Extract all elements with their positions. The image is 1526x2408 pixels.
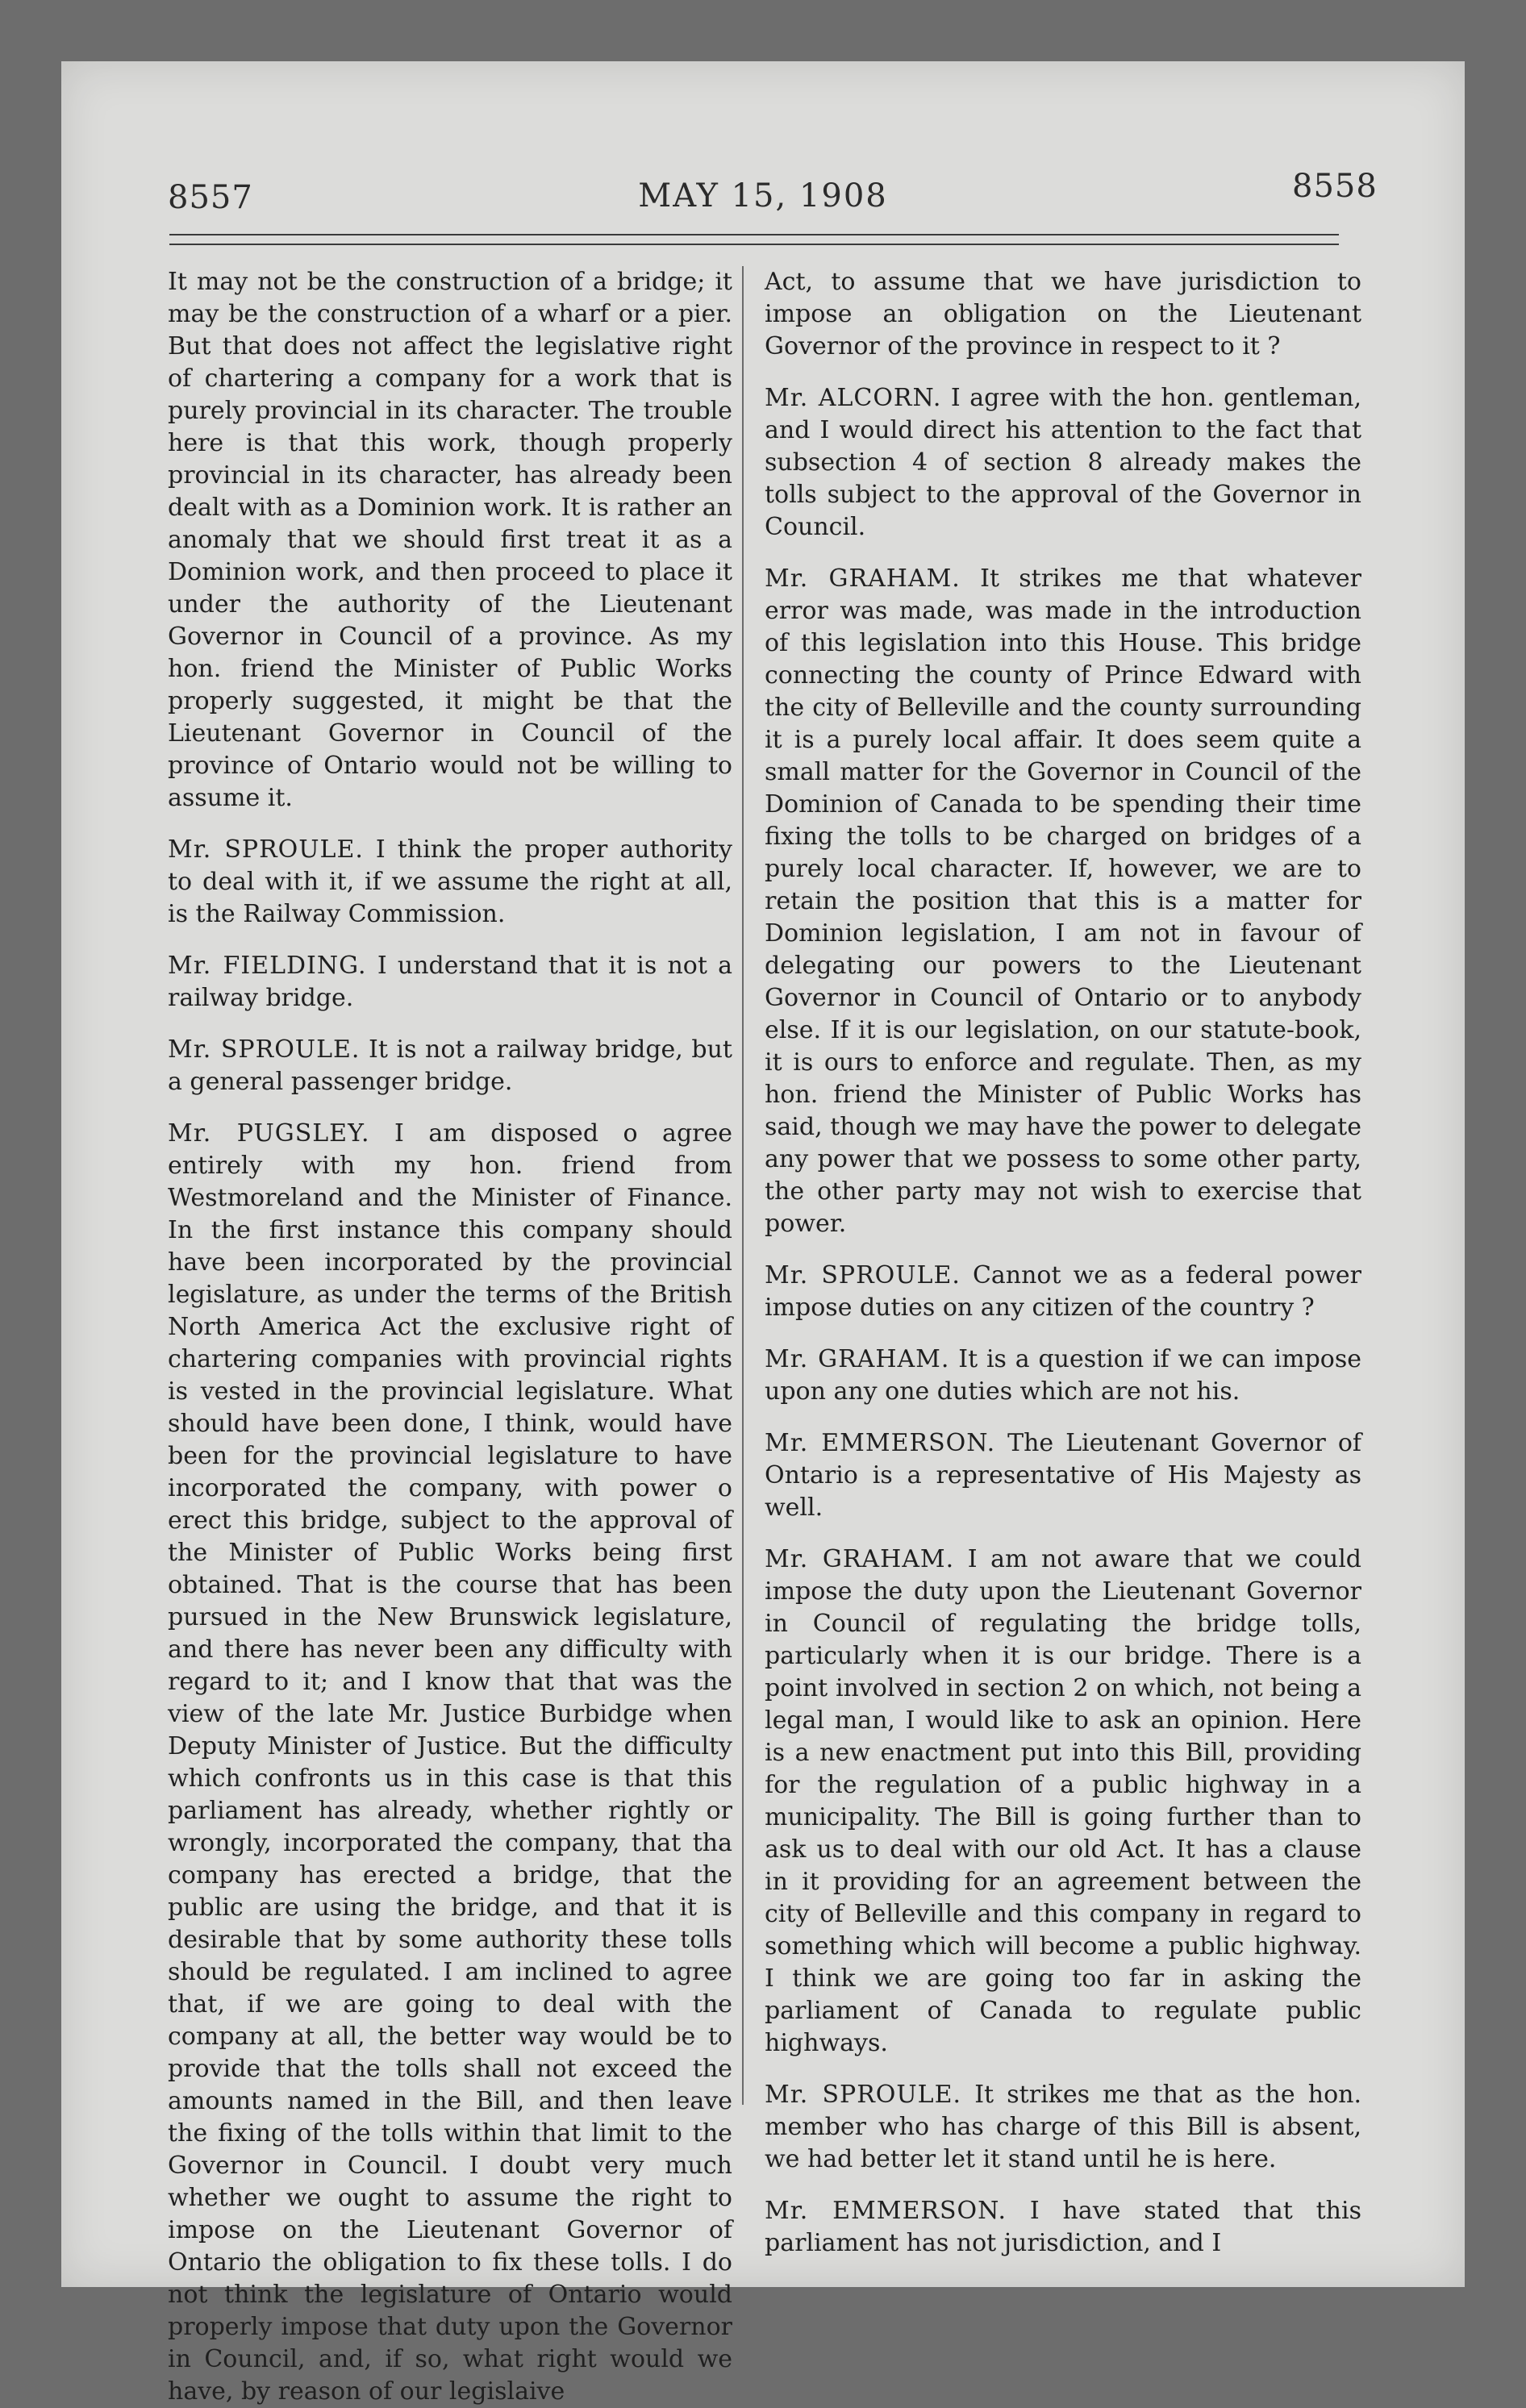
speech [168,834,732,931]
right-column [765,266,1361,2257]
speech [765,1427,1361,1524]
speech-text: I have stated that this parliament has not jurisdiction, and I [765,2197,1361,2257]
speech [765,2079,1361,2176]
page-date: MAY 15, 1908 [638,177,888,215]
speech-text: It strikes me that whatever error was made, was made in the introduction of this legislation into this House. This bridge connecting the county of Prince Edward with the city of Belleville and the county surrounding it is a purely local affair. It does seem quite a small matter for the Governor in Council of the Dominion of Canada to be spending their time fixing the tolls to be charged on bridges of a purely local character. If, however, we are to retain the position that this is a matter for Dominion legislation, I am not in favour of delegating our powers to the Lieutenant Governor in Council of Ontario or to anybody else. If it is our legislation, on our statute-book, it is ours to enforce and regulate. Then, as my hon. friend the Minister of Public Works has said, though we may have the power to delegate any power that we possess to some other party, the other party may not wish to exercise that power. [765,565,1361,1238]
left-column [168,266,732,2406]
speech-text: It strikes me that as the hon. member who has charge of this Bill is absent, we had better let it stand until he is here. [765,2081,1361,2173]
speaker-name: Mr. SPROULE. [765,1261,961,1289]
speaker-name: Mr. EMMERSON. [765,2197,1007,2225]
speech [765,563,1361,1240]
speech-text: It is not a railway bridge, but a general passenger bridge. [168,1035,732,1096]
speaker-name: Mr. SPROULE. [765,2081,962,2109]
speech-text: The Lieutenant Governor of Ontario is a representative of His Majesty as well. [765,1429,1361,1522]
speaker-name: Mr. FIELDING. [168,952,367,980]
speech [765,1344,1361,1408]
speech [168,1118,732,2408]
header-rule-bottom [169,244,1339,245]
speaker-name: Mr. GRAHAM. [765,565,961,593]
column-divider [742,266,744,2105]
speech [765,1260,1361,1324]
speaker-name: Mr. ALCORN. [765,384,942,412]
header-rule-top [169,234,1339,235]
speaker-name: Mr. GRAHAM. [765,1345,950,1373]
speaker-name: Mr. EMMERSON. [765,1429,996,1457]
speech [168,1034,732,1098]
paragraph [765,266,1361,363]
paragraph [168,266,732,814]
page-number-left: 8557 [168,179,253,216]
speech-text: I am not aware that we could impose the duty upon the Lieutenant Governor in Council of regulating the bridge tolls, particularly when it is our bridge. There is a point involved in section 2 on which, not being a legal man, I would like to ask an opinion. Here is a new enactment put into this Bill, providing for the regulation of a public highway in a municipality. The Bill is going further than to ask us to deal with our old Act. It has a clause in it providing for an agreement between the city of Belleville and this company in regard to something which will become a public highway. I think we are going too far in asking the parliament of Canada to regulate public highways. [765,1545,1361,2057]
speaker-name: Mr. SPROULE. [168,835,364,864]
speech-text: I am disposed o agree entirely with my hon. friend from Westmoreland and the Minister of Finance. In the first instance this company should have been incorporated by the provincial legislature, as under the terms of the British North America Act the exclusive right of chartering companies with provincial rights is vested in the provincial legislature. What should have been done, I think, would have been for the provincial legislature to have incorporated the company, with power o erect this bridge, subject to the approval of the Minister of Public Works being first obtained. That is the course that has been pursued in the New Brunswick legislature, and there has never been any difficulty with regard to it; and I know that that was the view of the late Mr. Justice Burbidge when Deputy Minister of Justice. But the difficulty which confronts us in this case is that this parliament has already, whether rightly or wrongly, incorporated the company, that tha company has erected a bridge, that the public are using the bridge, and that it is desirable that by some authority these tolls should be regulated. I am inclined to agree that, if we are going to deal with the company at all, the better way would be to provide that the tolls shall not exceed the amounts named in the Bill, and then leave the fixing of the tolls within that limit to the Governor in Council. I doubt very much whether we ought to assume the right to impose on the Lieutenant Governor of Ontario the obligation to fix these tolls. I do not think the legislature of Ontario would properly impose that duty upon the Governor in Council, and, if so, what right would we have, by reason of our legislaive [168,1119,732,2406]
speech-text: I think the proper authority to deal with it, if we assume the right at all, is the Railway Commission. [168,835,732,928]
speech-text: It is a question if we can impose upon any one duties which are not his. [765,1345,1361,1406]
speech-text: Cannot we as a federal power impose duties on any citizen of the country ? [765,1261,1361,1322]
paragraph-text: It may not be the construction of a bridge; it may be the construction of a wharf or a pier. But that does not affect the legislative right of chartering a company for a work that is purely provincial in its character. The trouble here is that this work, though properly provincial in its character, has already been dealt with as a Dominion work. It is rather an anomaly that we should first treat it as a Dominion work, and then proceed to place it under the authority of the Lieutenant Governor in Council of a province. As my hon. friend the Minister of Public Works properly suggested, it might be that the Lieutenant Governor in Council of the province of Ontario would not be willing to assume it. [168,268,732,812]
speaker-name: Mr. PUGSLEY. [168,1119,370,1148]
speaker-name: Mr. SPROULE. [168,1035,361,1064]
page-number-right: 8558 [1292,168,1378,205]
paragraph-text: Act, to assume that we have jurisdiction to impose an obligation on the Lieutenant Governor of the province in respect to it ? [765,268,1361,360]
speech [765,382,1361,544]
speech [765,2195,1361,2260]
speech-text: I understand that it is not a railway bridge. [168,952,732,1012]
speaker-name: Mr. GRAHAM. [765,1545,955,1573]
speech-text: I agree with the hon. gentleman, and I would direct his attention to the fact that subsection 4 of section 8 already makes the tolls subject to the approval of the Governor in Council. [765,384,1361,541]
speech [765,1544,1361,2060]
speech [168,950,732,1014]
